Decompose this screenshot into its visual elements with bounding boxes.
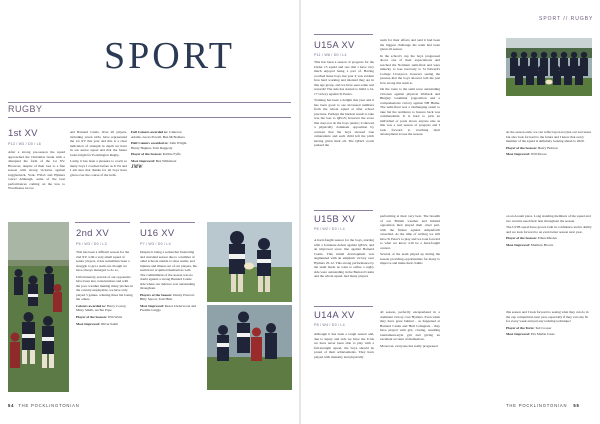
award-label: Most Improved:: [506, 243, 530, 248]
paragraph: After a strong pre-season the squad approached the Christmas break with a disrupted the form of the 1st XV. However, despite of their loss to a fine season with strong victories against Giggleswick, York, PSGS and Hymers voice! Although, some of the best performances coming on the loss to Woodhouse Grove: [8, 150, 65, 190]
award-label: Colours awarded to:: [76, 303, 107, 308]
section-rule: [314, 306, 373, 307]
rugby-lineout-photo: [207, 305, 292, 390]
paragraph: Several of the team played up during the season providing opportunities for many to improve and make their claims: [380, 252, 440, 266]
paragraph: This has been a season of progress for the Under 15 squad and one that I have very much enjoyed being a part of. Having coached these boys last year it was evident how hard working and talented they are in this age group, and we have seen some real rewards! The side has started to build a 14-17 victory against St Peters.: [314, 60, 374, 96]
award-value: Harry Cowey, Misty Smith, Archie Pope: [76, 303, 127, 313]
team-photo: [506, 38, 592, 96]
award-label: Most Improved:: [131, 159, 155, 164]
award-label: Most Improved:: [76, 321, 100, 326]
award-label: Most Improved:: [140, 303, 164, 308]
article-column: [506, 130, 592, 200]
award-label: Half Colours awarded to:: [131, 141, 169, 146]
article-column: [140, 250, 197, 390]
team-record: P6 / W2 / D0 / L4: [314, 227, 345, 231]
rugby-player-photo-image: [207, 222, 292, 302]
section-label: RUGBY: [8, 104, 43, 114]
rugby-match-photo: [8, 222, 69, 392]
award-value: Robbie Fyffe: [161, 152, 181, 157]
paragraph: The U15B squad have grown both in confidence and in ability and we look forward to an even better season next year.: [506, 225, 592, 234]
paragraph: and Barnard Castle. Over 20 players, including seven u16s, have represented the 1st XV this year and this is a clear indication of strength in depth we have in our senior squad and that the future looks bright for Pocklington Rugby.: [70, 130, 127, 157]
paragraph: On the route to the semi were outstanding victories against physical Welbeck and Bingley Grammar (opposition and a comprehensive victory against NH Hume. The semi-final was a challenging result to take but the resilience to bounce back was commendable. It is hard to pick an individual or posts above anyone else as this was a real season of progress and I look forward to watching their development across the season.: [380, 87, 440, 137]
paragraph: team for their efforts and said it had been the biggest challenge his team had been given all season.: [380, 38, 440, 51]
article-column: [8, 150, 65, 205]
right-page: [301, 0, 600, 424]
team-record: P13 / W3 / D0 / L6: [8, 142, 41, 146]
award-value: Ted Cooper: [534, 325, 552, 330]
awards-column: [131, 130, 189, 205]
rugby-player-photo: [207, 222, 292, 302]
article-column: [314, 332, 374, 394]
paragraph: on an A team place. Long standing members of the squad and two recruits need their best throughout the season.: [506, 214, 591, 223]
team-record: P6 / W3 / D0 / L3: [76, 242, 107, 246]
publication-name: THE POCKLINGTONIAN: [18, 403, 80, 408]
award-label: Player of the Season:: [76, 315, 107, 320]
award-value: Will Watts: [106, 315, 123, 320]
section-rule: [8, 102, 291, 103]
award-label: Full Colours awarded to:: [131, 130, 168, 134]
paragraph: Training has been a delight this year and it has been good to see increased numbers from the whole squad at after school practices. Perhaps the hardest result to take was the loss to QEGS; however the score line does not do the boys justice; it showed a physically dominant opposition by contrast that the boys showed true camaraderie and each child left the pitch having given their all. The QEGS coach praised the: [314, 98, 374, 148]
award-label: Player of the Season:: [506, 145, 537, 150]
banner-title: SPORT: [104, 35, 235, 77]
author-signoff: JMW: [131, 164, 143, 170]
award-value: Danny Prescott, Billy Sproat, Tom Hirst: [140, 292, 196, 302]
award-label: Players of the Season:: [140, 292, 173, 297]
award-value: Reece Underwood and Freddie Griggs: [140, 303, 197, 313]
team-record: P8 / W4 / D0 / L4: [314, 323, 345, 327]
award-value: Matthew Brown: [529, 243, 554, 248]
paragraph: In the school's cup the boys progressed above one of their expectations and reached the Northern semi-final and were unlucky to lose narrowly to St Edward's College Liverpool, however seeing the passion that the boys showed told me just how strong this team is.: [380, 53, 440, 85]
paragraph: Lastly, it has been a pleasure to coach so many boys I coached before as U15s and I am sure that thanks for all boys have given over the course of the term.: [70, 159, 127, 177]
article-column: [380, 214, 440, 299]
paragraph: Despite it being a somewhat frustrating and curtailed season due to a number of other schools unable to raise teams, and injuries and illness out of our players, the team have acquitted themselves well. The commitment of the season was no doubt against a strong Barnard Castle side where our defence was outstanding throughout.: [140, 250, 197, 290]
page-footer: [8, 403, 80, 408]
award-label: Player of the Season:: [131, 152, 162, 157]
section-rule: [314, 210, 373, 211]
award-value: Oliver Keith: [99, 321, 119, 326]
award-label: Most Improved:: [506, 152, 530, 157]
team-title-1st-xv: 1st XV: [8, 128, 38, 139]
award-label: Most Improved:: [506, 332, 530, 337]
publication-name: THE POCKLINGTONIAN: [506, 403, 568, 408]
team-record: P7 / W3 / D0 / L4: [140, 242, 171, 246]
award-value: Cameron Adams, Lucas Powell, Ben McNamara: [131, 130, 185, 139]
rugby-match-photo-image: [8, 222, 69, 392]
article-column: [314, 60, 374, 200]
section-rule: [8, 117, 291, 118]
award-label: Player of the Term:: [506, 325, 535, 330]
article-column: [314, 238, 374, 303]
team-title-u16: U16 XV: [140, 228, 175, 239]
paragraph: performing at their very best. The breadth of our British weather and limited opposition then played their cruel part, with the fixture against Ampleforth cancelled. At the time of writing we still have St Peter's to play and we look forward to what we know will be a hard-fought contest.: [380, 214, 440, 250]
section-rule: [140, 222, 195, 223]
paragraph: Unfortunately, several of our opponents have been less conscientious and with the poor weather making many pitches in the country unplayable, we have only played 5 games, winning three but losing the others.: [76, 274, 133, 302]
award-value: Henry Hobson: [536, 145, 558, 150]
page-footer: [506, 403, 580, 408]
team-title-u14a: U14A XV: [314, 310, 355, 321]
team-title-u15a: U15A XV: [314, 40, 355, 51]
team-title-2nd-xv: 2nd XV: [76, 228, 109, 239]
paragraph: This has been a difficult season for the 2nd XV, with a very small squad of senior players, it has sometimes been a struggle to get a team out, though we have always managed to do so.: [76, 250, 130, 272]
paragraph: At the season ends, we can reflect upon not just our successes but also look forward to the future and I know that every member of the squad is definitely looking ahead to 2020.: [506, 130, 591, 143]
team-record: P11 / W8 / D0 / L4: [314, 53, 347, 57]
section-rule: [75, 222, 130, 223]
award-value: Pax Martin Jones: [529, 332, 555, 337]
team-title-u15b: U15B XV: [314, 214, 356, 225]
article-column: [380, 38, 440, 198]
page-number: 55: [573, 403, 580, 408]
paragraph: Moreover, everyone has really progressed: [380, 343, 438, 348]
article-column: [76, 250, 133, 400]
paragraph: Although it has been a tough season and, due to injury and sick we have the U14s we have never been able to play with a full-strength squad, the boys should be proud of their achievements. They have played with intensity and physically: [314, 332, 374, 359]
award-value: Ethan Rhodes: [536, 236, 557, 241]
article-column: [380, 310, 440, 395]
award-value: Will Moore: [529, 152, 547, 157]
left-page: [0, 0, 299, 424]
award-value: John Wright, Henry Hughes, Tom Daggerty: [131, 141, 188, 150]
section-rule: [314, 34, 373, 35]
award-label: Player of the Season:: [506, 236, 537, 241]
paragraph: A hard-fought season for the boys, starting with a fortunate defeat against QEGS, and an improved score line against Barnard Castle. This initial development was augmented with an emphatic victory over Hymers 25-12. This strong performance by the team made us want to refine a rugby side were outstanding in the Barnard Castle and the whole squad, had many players: [314, 238, 374, 278]
rugby-lineout-photo-image: [207, 305, 292, 390]
article-column: [506, 310, 592, 395]
award-value: Ben Wilkinson: [154, 159, 177, 164]
paragraph: this season and I look forward to seeing what they can do in the cup competition next year, especially if they can stay fit for every week and put any tackling technique!: [506, 310, 589, 323]
article-column: [506, 214, 592, 304]
running-header: SPORT // RUGBY: [539, 16, 594, 22]
paragraph: all season, perfectly encapsulated in a dominant victory over Hymers. Even when they have gone behind - as happened at Barnard Castle and Hull Collegiate - they have played with grit, closing, resulting tournament-style grit and giving an excellent account of themselves.: [380, 310, 440, 341]
team-photo-image: [506, 38, 592, 96]
page-number: 54: [8, 403, 15, 408]
article-column: [70, 130, 127, 210]
